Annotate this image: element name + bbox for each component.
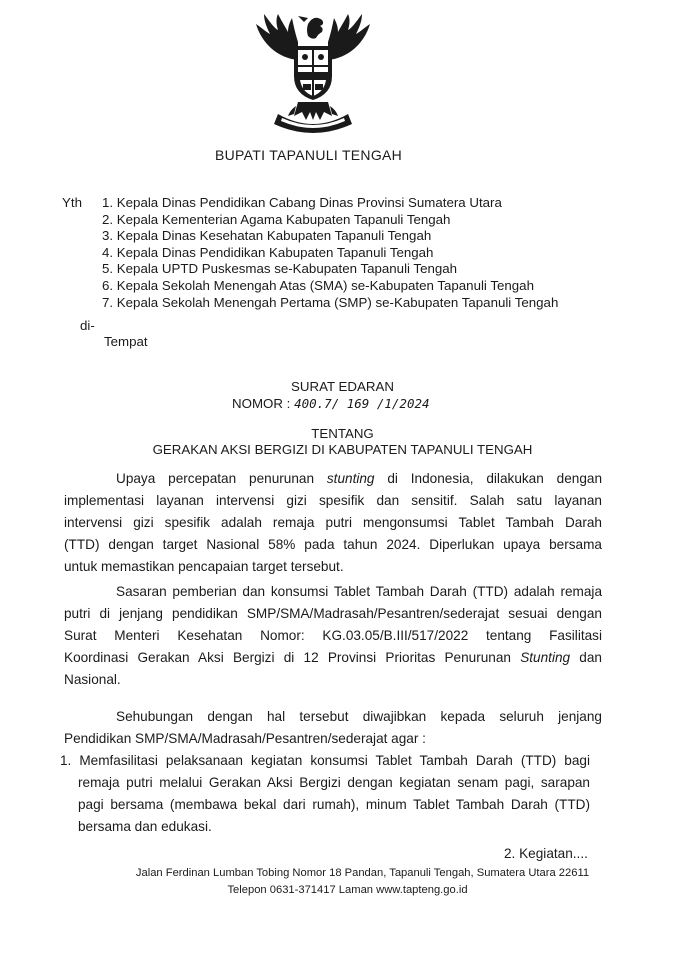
letter-subject: GERAKAN AKSI BERGIZI DI KABUPATEN TAPANULI TENGAH — [152, 442, 533, 457]
tempat-label: Tempat — [104, 334, 148, 349]
paragraph-line: intervensi gizi spesifik adalah remaja putri mengonsumsi Tablet Tambah Darah — [64, 515, 602, 530]
recipient-list — [62, 195, 558, 311]
footer-contact: Telepon 0631-371417 Laman www.tapteng.go.id — [227, 884, 468, 896]
paragraph-2 — [64, 581, 602, 691]
garuda-emblem-icon — [248, 10, 378, 138]
list-line: pagi bersama (membawa bekal dari rumah), minum Tablet Tambah Darah (TTD) — [78, 797, 590, 812]
paragraph-line: Koordinasi Gerakan Aksi Bergizi di 12 Provinsi Prioritas Penurunan Stunting dan — [64, 650, 602, 665]
list-line: remaja putri melalui Gerakan Aksi Bergizi dengan kegiatan senam pagi, sarapan — [78, 775, 590, 790]
paragraph-1 — [64, 468, 602, 578]
paragraph-line: Sasaran pemberian dan konsumsi Tablet Tambah Darah (TTD) adalah remaja — [116, 584, 602, 599]
list-item — [62, 261, 558, 278]
recipient-item: 2. Kepala Kementerian Agama Kabupaten Tapanuli Tengah — [102, 211, 451, 227]
paragraph-3 — [64, 706, 602, 750]
list-item — [62, 212, 558, 229]
list-item — [62, 195, 558, 212]
recipient-item: 4. Kepala Dinas Pendidikan Kabupaten Tapanuli Tengah — [102, 244, 434, 260]
salutation: Yth — [62, 195, 82, 210]
recipient-item: 3. Kepala Dinas Kesehatan Kabupaten Tapanuli Tengah — [102, 228, 432, 244]
list-item — [62, 278, 558, 295]
list-item — [62, 245, 558, 262]
issuer-title: BUPATI TAPANULI TENGAH — [215, 147, 403, 163]
paragraph-line: putri di jenjang pendidikan SMP/SMA/Madrasah/Pesantren/sederajat sesuai dengan — [64, 606, 602, 621]
di-label: di- — [80, 318, 95, 333]
list-line: bersama dan edukasi. — [78, 819, 212, 834]
paragraph-line: Sehubungan dengan hal tersebut diwajibkan kepada seluruh jenjang — [116, 709, 602, 724]
paragraph-line: Pendidikan SMP/SMA/Madrasah/Pesantren/sederajat agar : — [64, 731, 426, 746]
paragraph-line: Nasional. — [64, 672, 121, 687]
paragraph-line: Upaya percepatan penurunan stunting di Indonesia, dilakukan dengan — [116, 471, 603, 486]
numbered-item-1 — [60, 750, 590, 838]
nomor-value: 400.7/ 169 /1/2024 — [294, 396, 430, 411]
recipient-item: 5. Kepala UPTD Puskesmas se-Kabupaten Tapanuli Tengah — [102, 261, 458, 277]
nomor-label: NOMOR : — [232, 396, 291, 411]
recipient-item: 1. Kepala Dinas Pendidikan Cabang Dinas Provinsi Sumatera Utara — [102, 195, 502, 210]
list-item — [62, 295, 558, 312]
tentang-label: TENTANG — [311, 426, 374, 441]
paragraph-line: implementasi layanan intervensi gizi spesifik dan sensitif. Salah satu layanan — [64, 493, 602, 508]
list-line: 1. Memfasilitasi pelaksanaan kegiatan konsumsi Tablet Tambah Darah (TTD) bagi — [60, 753, 590, 768]
paragraph-line: untuk memastikan pencapaian target tersebut. — [64, 559, 344, 574]
letter-type: SURAT EDARAN — [291, 379, 394, 394]
footer-address: Jalan Ferdinan Lumban Tobing Nomor 18 Pandan, Tapanuli Tengah, Sumatera Utara 22611 — [135, 867, 590, 879]
paragraph-line: (TTD) dengan target Nasional 58% pada tahun 2024. Diperlukan upaya bersama — [64, 537, 602, 552]
list-item — [62, 228, 558, 245]
recipient-item: 7. Kepala Sekolah Menengah Pertama (SMP) se-Kabupaten Tapanuli Tengah — [102, 294, 559, 310]
recipient-item: 6. Kepala Sekolah Menengah Atas (SMA) se-Kabupaten Tapanuli Tengah — [102, 277, 534, 293]
page-continuation: 2. Kegiatan.... — [504, 846, 588, 861]
letter-number — [232, 396, 430, 411]
paragraph-line: Surat Menteri Kesehatan Nomor: KG.03.05/B.III/517/2022 tentang Fasilitasi — [64, 628, 602, 643]
